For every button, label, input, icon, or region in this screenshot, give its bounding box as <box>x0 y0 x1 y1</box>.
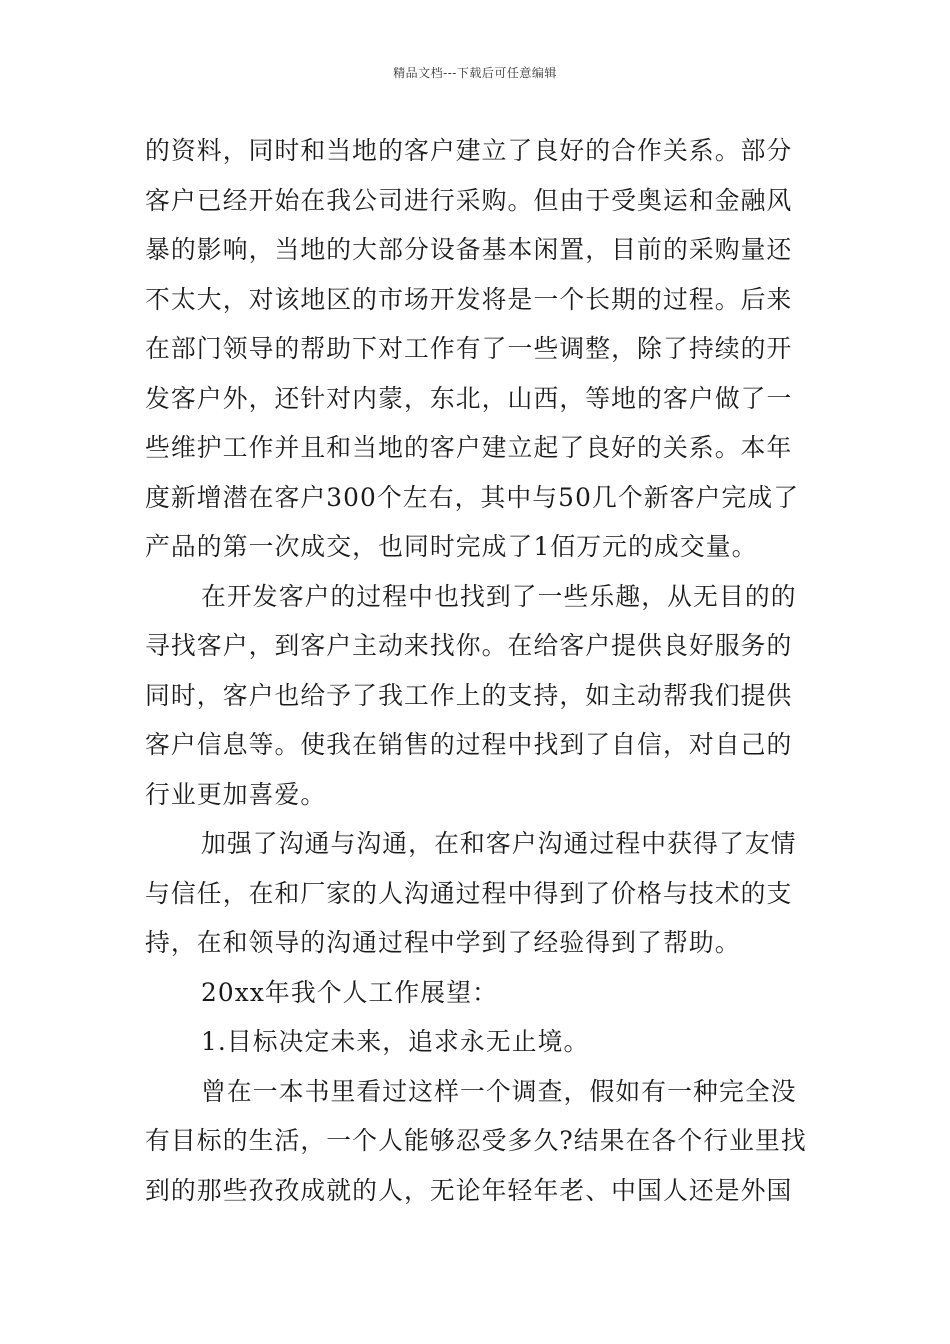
text-line: 行业更加喜爱。 <box>145 779 327 809</box>
text-line: 寻找客户，到客户主动来找你。在给客户提供良好服务的 <box>145 631 793 660</box>
text-line: 20xx年我个人工作展望： <box>201 977 498 1007</box>
document-body <box>145 126 807 1215</box>
text-line: 不太大，对该地区的市场开发将是一个长期的过程。后来 <box>145 284 793 314</box>
text-line: 与信任，在和厂家的人沟通过程中得到了价格与技术的支 <box>145 878 793 908</box>
text-line: 到的那些孜孜成就的人，无论年轻年老、中国人还是外国 <box>145 1175 793 1205</box>
text-line: 产品的第一次成交，也同时完成了1佰万元的成交量。 <box>145 532 758 561</box>
text-line: 暴的影响，当地的大部分设备基本闲置，目前的采购量还 <box>145 235 793 264</box>
text-line: 加强了沟通与沟通，在和客户沟通过程中获得了友情 <box>201 829 797 858</box>
page-header: 精品文档---下载后可任意编辑 <box>393 66 557 80</box>
text-line: 曾在一本书里看过这样一个调查，假如有一种完全没 <box>201 1076 797 1106</box>
text-line: 客户已经开始在我公司进行采购。但由于受奥运和金融风 <box>145 185 793 215</box>
text-line: 有目标的生活，一个人能够忍受多久?结果在各个行业里找 <box>145 1126 807 1155</box>
text-line: 些维护工作并且和当地的客户建立起了良好的关系。本年 <box>145 433 793 462</box>
text-line: 持，在和领导的沟通过程中学到了经验得到了帮助。 <box>145 928 741 957</box>
text-line: 在部门领导的帮助下对工作有了一些调整，除了持续的开 <box>145 334 793 363</box>
text-line: 同时，客户也给予了我工作上的支持，如主动帮我们提供 <box>145 680 793 710</box>
text-line: 在开发客户的过程中也找到了一些乐趣，从无目的的 <box>201 581 797 611</box>
text-line: 发客户外，还针对内蒙，东北，山西，等地的客户做了一 <box>145 383 793 413</box>
text-line: 客户信息等。使我在销售的过程中找到了自信，对自己的 <box>145 730 793 759</box>
text-line: 的资料，同时和当地的客户建立了良好的合作关系。部分 <box>145 136 793 165</box>
text-line: 度新增潜在客户300个左右，其中与50几个新客户完成了 <box>145 482 800 512</box>
text-line: 1.目标决定未来，追求永无止境。 <box>201 1027 590 1056</box>
